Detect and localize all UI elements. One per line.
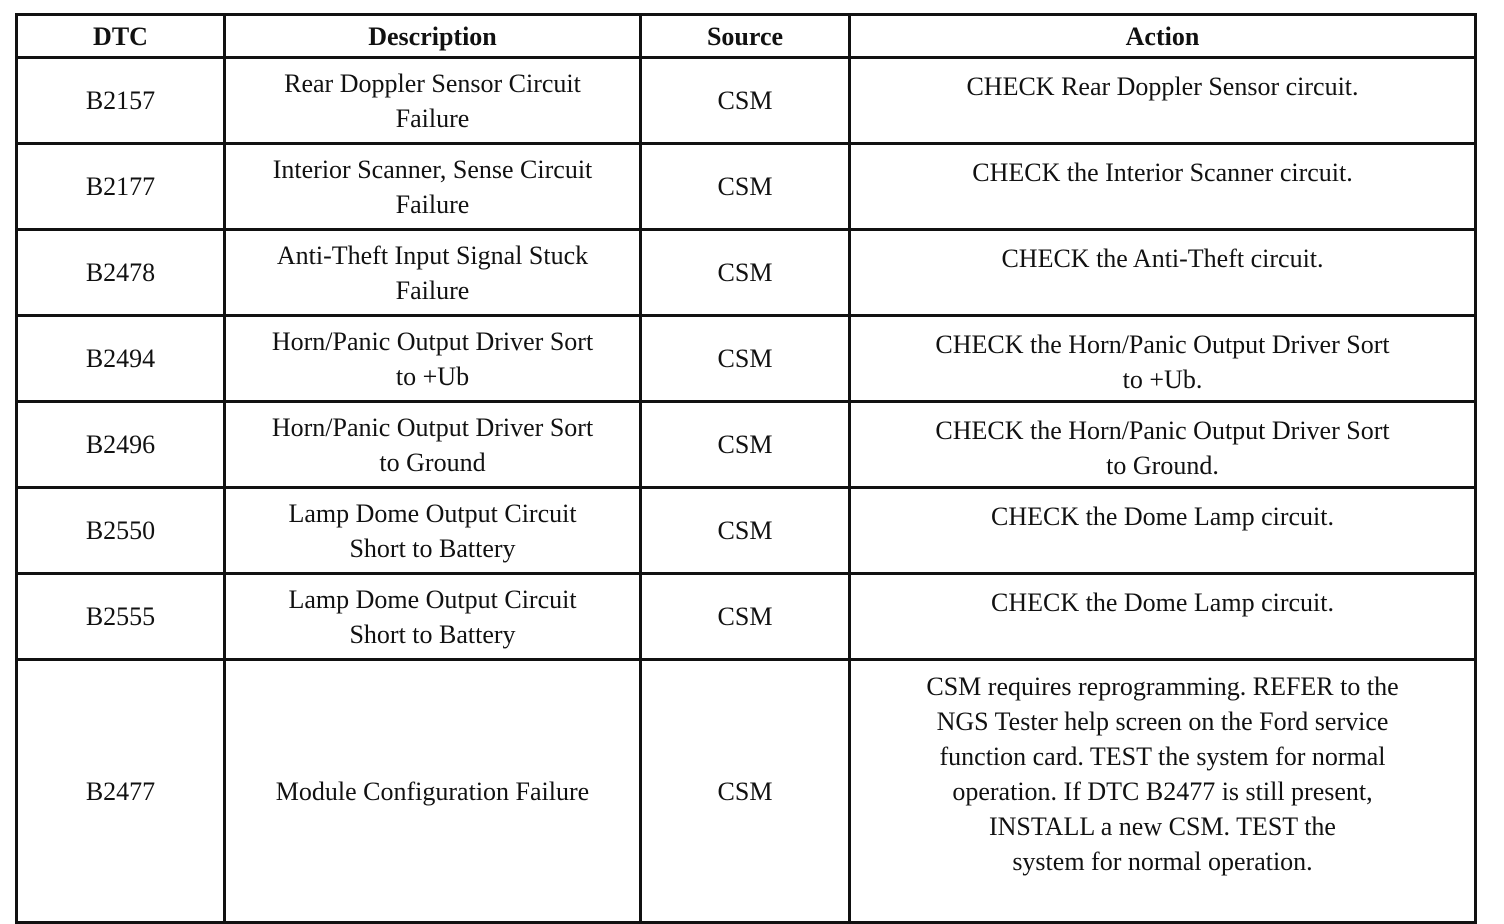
header-action: Action xyxy=(850,15,1476,58)
dtc-source: CSM xyxy=(641,58,850,144)
dtc-source: CSM xyxy=(641,316,850,402)
dtc-action: CHECK the Horn/Panic Output Driver Sort to Ground. xyxy=(850,402,1476,488)
header-source: Source xyxy=(641,15,850,58)
dtc-description: Interior Scanner, Sense Circuit Failure xyxy=(225,144,641,230)
dtc-description: Module Configuration Failure xyxy=(225,660,641,923)
table-row xyxy=(17,574,1476,660)
dtc-code: B2550 xyxy=(17,488,225,574)
dtc-description: Lamp Dome Output Circuit Short to Battery xyxy=(225,574,641,660)
dtc-action: CHECK Rear Doppler Sensor circuit. xyxy=(850,58,1476,144)
dtc-action: CHECK the Anti-Theft circuit. xyxy=(850,230,1476,316)
dtc-action: CHECK the Dome Lamp circuit. xyxy=(850,574,1476,660)
dtc-action: CHECK the Interior Scanner circuit. xyxy=(850,144,1476,230)
dtc-code: B2177 xyxy=(17,144,225,230)
dtc-source: CSM xyxy=(641,144,850,230)
header-description: Description xyxy=(225,15,641,58)
dtc-description: Lamp Dome Output Circuit Short to Battery xyxy=(225,488,641,574)
dtc-description: Rear Doppler Sensor Circuit Failure xyxy=(225,58,641,144)
header-dtc: DTC xyxy=(17,15,225,58)
dtc-source: CSM xyxy=(641,488,850,574)
table-row xyxy=(17,230,1476,316)
dtc-description: Horn/Panic Output Driver Sort to Ground xyxy=(225,402,641,488)
dtc-source: CSM xyxy=(641,574,850,660)
dtc-description: Horn/Panic Output Driver Sort to +Ub xyxy=(225,316,641,402)
dtc-code: B2494 xyxy=(17,316,225,402)
dtc-code: B2478 xyxy=(17,230,225,316)
dtc-source: CSM xyxy=(641,402,850,488)
table-row xyxy=(17,144,1476,230)
header-row xyxy=(17,15,1476,58)
dtc-source: CSM xyxy=(641,660,850,923)
table-row xyxy=(17,402,1476,488)
dtc-code: B2157 xyxy=(17,58,225,144)
table-row xyxy=(17,316,1476,402)
table-row xyxy=(17,488,1476,574)
dtc-source: CSM xyxy=(641,230,850,316)
dtc-action: CSM requires reprogramming. REFER to the NGS Tester help screen on the Ford service function card. TEST the system for normal operation. If DTC B2477 is still present, INSTALL a new CSM. TEST the system for normal operation. xyxy=(850,660,1476,923)
table-row xyxy=(17,58,1476,144)
dtc-code: B2555 xyxy=(17,574,225,660)
dtc-code: B2477 xyxy=(17,660,225,923)
dtc-action: CHECK the Dome Lamp circuit. xyxy=(850,488,1476,574)
dtc-code: B2496 xyxy=(17,402,225,488)
dtc-table xyxy=(15,13,1477,924)
dtc-description: Anti-Theft Input Signal Stuck Failure xyxy=(225,230,641,316)
table-row xyxy=(17,660,1476,923)
dtc-action: CHECK the Horn/Panic Output Driver Sort to +Ub. xyxy=(850,316,1476,402)
